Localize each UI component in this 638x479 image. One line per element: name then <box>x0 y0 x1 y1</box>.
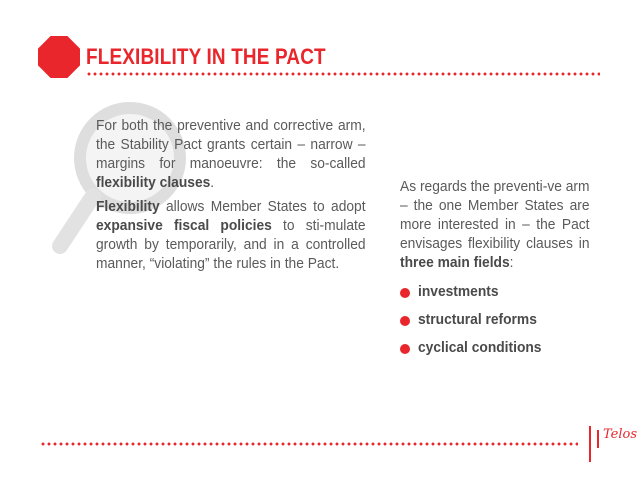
red-dot-bullet-icon <box>400 288 410 298</box>
footer-accent-bar <box>589 426 591 462</box>
list-item <box>400 306 590 334</box>
paragraph-text: For both the preventive and corrective arm, the Stability Pact grants certain – narrow – margins for manoeuvre: the so-called <box>96 117 366 172</box>
left-paragraph-1 <box>96 116 366 192</box>
red-dot-bullet-icon <box>400 344 410 354</box>
list-item-label: structural reforms <box>418 311 537 328</box>
paragraph-text: As regards the preventi-ve arm – the one Member States are more interested in – the Pact envisages flexibility clauses in <box>400 178 590 252</box>
flexibility-term: Flexibility <box>96 198 160 215</box>
list-item <box>400 334 590 362</box>
footer-dotted-divider <box>40 442 578 446</box>
list-item <box>400 278 590 306</box>
title-octagon-bullet <box>38 36 80 78</box>
slide-title: FLEXIBILITY IN THE PACT <box>86 44 326 69</box>
paragraph-text: allows Member States to adopt <box>159 198 366 215</box>
red-dot-bullet-icon <box>400 316 410 326</box>
right-text-column <box>400 177 590 362</box>
left-text-column <box>96 116 366 278</box>
expansive-policies-term: expansive fiscal policies <box>96 217 272 234</box>
logo-divider <box>597 430 599 448</box>
paragraph-text: : <box>509 254 514 271</box>
paragraph-text: . <box>210 174 215 191</box>
paragraph-text: to sti-mulate growth by temporarily, and in a controlled manner, “violating” the rules in the Pact. <box>96 217 366 272</box>
list-item-label: cyclical conditions <box>418 339 542 356</box>
right-paragraph <box>400 177 590 272</box>
left-paragraph-2 <box>96 197 366 273</box>
telos-logo: Telos <box>603 427 638 442</box>
list-item-label: investments <box>418 283 499 300</box>
three-main-fields-term: three main fields <box>400 254 510 271</box>
fields-list <box>400 278 590 362</box>
flexibility-clauses-term: flexibility clauses <box>96 174 211 191</box>
title-dotted-divider <box>86 72 600 76</box>
